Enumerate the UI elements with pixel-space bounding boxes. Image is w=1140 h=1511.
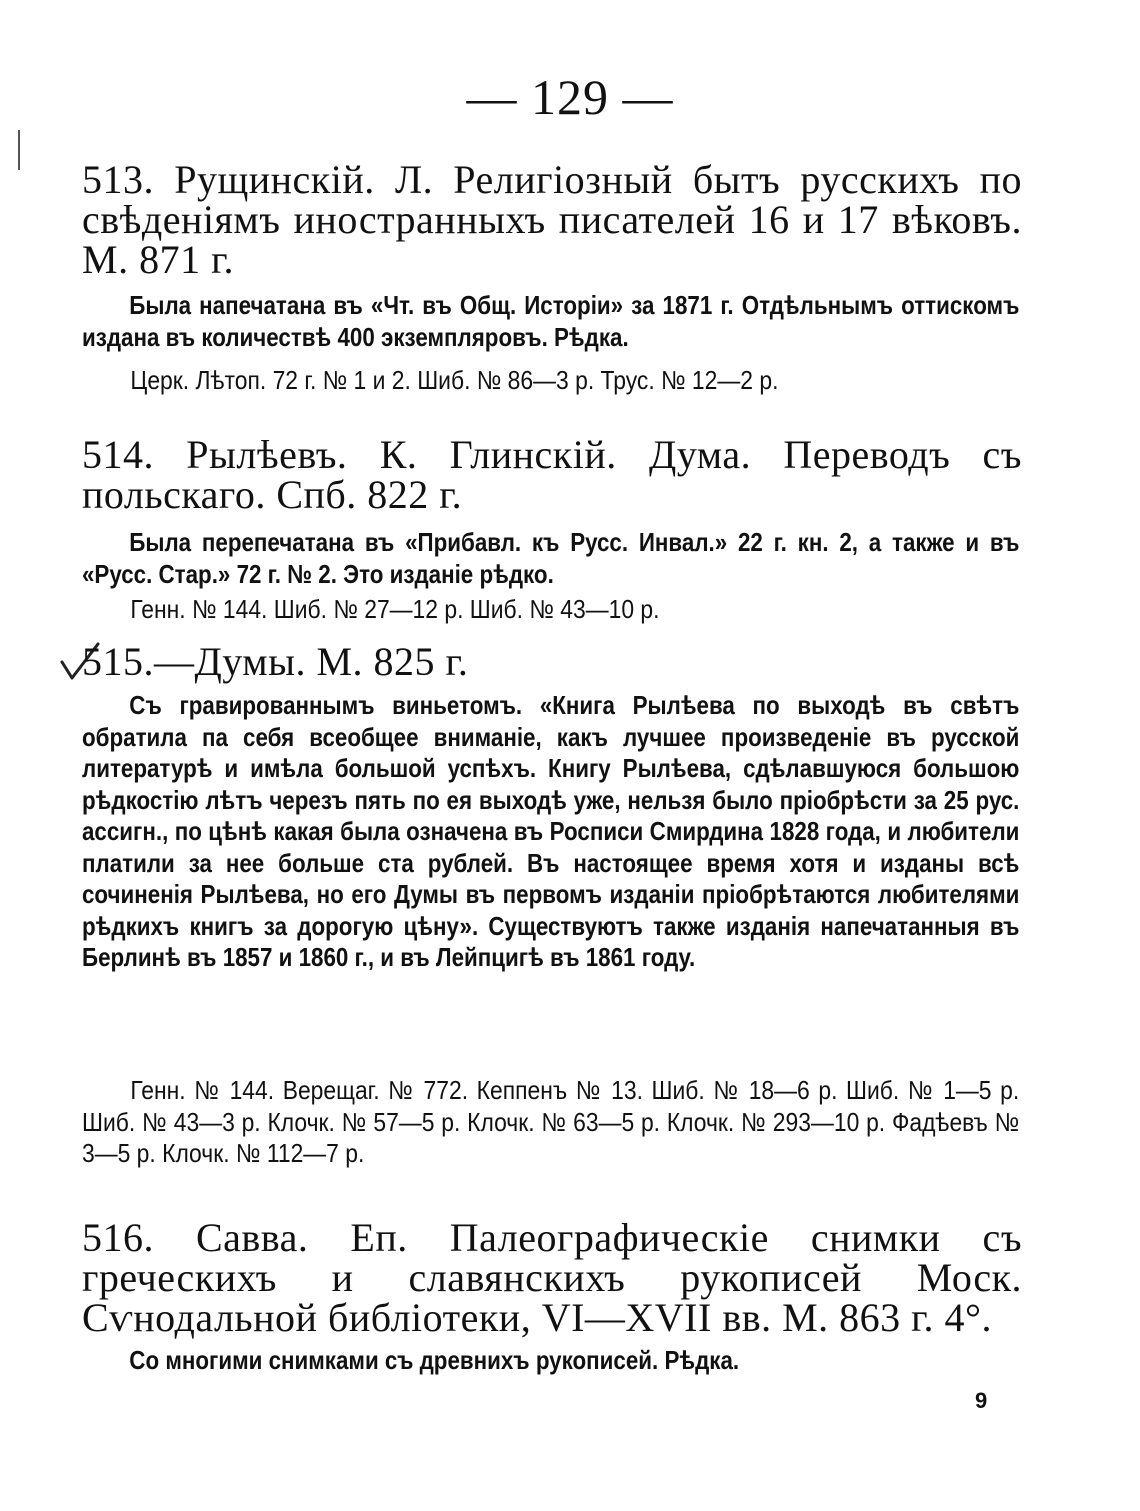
entry-513-title: 513. Рущинскій. Л. Религіозный бытъ русскихъ по свѣденіямъ иностранныхъ писателей 16 и 17 вѣковъ. М. 871 г.	[82, 157, 1022, 282]
entry-515-refs: Генн. № 144. Верещаг. № 772. Кеппенъ № 13. Шиб. № 18—6 р. Шиб. № 1—5 р. Шиб. № 43—3 р. Клочк. № 57—5 р. Клочк. № 63—5 р. Клочк. № 293—10 р. Фадѣевъ № 3—5 р. Клочк. № 112—7 р.	[82, 1075, 1020, 1168]
page-number: — 129 —	[466, 69, 674, 125]
entry-515-title: 515.—Думы. М. 825 г.	[82, 639, 469, 684]
entry-514-note: Была перепечатана въ «Прибавл. къ Русс. Инвал.» 22 г. кн. 2, а также и въ «Русс. Стар.» 72 г. № 2. Это изданіе рѣдко.	[82, 527, 1020, 589]
entry-516-note: Со многими снимками съ древнихъ рукописей. Рѣдка.	[129, 1345, 740, 1375]
entry-513-note: Была напечатана въ «Чт. въ Общ. Исторіи» за 1871 г. Отдѣльнымъ оттискомъ издана въ количествѣ 400 экземпляровъ. Рѣдка.	[82, 290, 1020, 352]
margin-mark	[18, 130, 20, 170]
entry-516-title: 516. Савва. Еп. Палеографическіе снимки съ греческихъ и славянскихъ рукописей Моск. Сѵнодальной библіотеки, VI—XVII вв. М. 863 г. 4°.	[82, 1215, 1022, 1340]
entry-514-title: 514. Рылѣевъ. К. Глинскій. Дума. Переводъ съ польскаго. Спб. 822 г.	[82, 432, 1022, 517]
entry-514-refs: Генн. № 144. Шиб. № 27—12 р. Шиб. № 43—10 р.	[130, 594, 660, 624]
entry-515-note: Съ гравированнымъ виньетомъ. «Книга Рылѣева по выходѣ въ свѣтъ обратила па себя всеобщее вниманіе, какъ лучшее произведеніе въ русской литературѣ и имѣла большой успѣхъ. Книгу Рылѣева, сдѣлавшуюся большою рѣдкостію лѣтъ черезъ пять по ея выходѣ уже, нельзя было пріобрѣсти за 25 рус. ассигн., по цѣнѣ какая была означена въ Росписи Смирдина 1828 года, и любители платили за нее больше ста рублей. Въ настоящее время хотя и изданы всѣ сочиненія Рылѣева, но его Думы въ первомъ изданіи пріобрѣтаются любителями рѣдкихъ книгъ за дорогую цѣну». Существуютъ также изданія напечатанныя въ Берлинѣ въ 1857 и 1860 г., и въ Лейпцигѣ въ 1861 году.	[82, 690, 1020, 972]
entry-513-refs: Церк. Лѣтоп. 72 г. № 1 и 2. Шиб. № 86—3 р. Трус. № 12—2 р.	[130, 365, 779, 395]
printer-signature-mark: 9	[975, 1388, 988, 1413]
